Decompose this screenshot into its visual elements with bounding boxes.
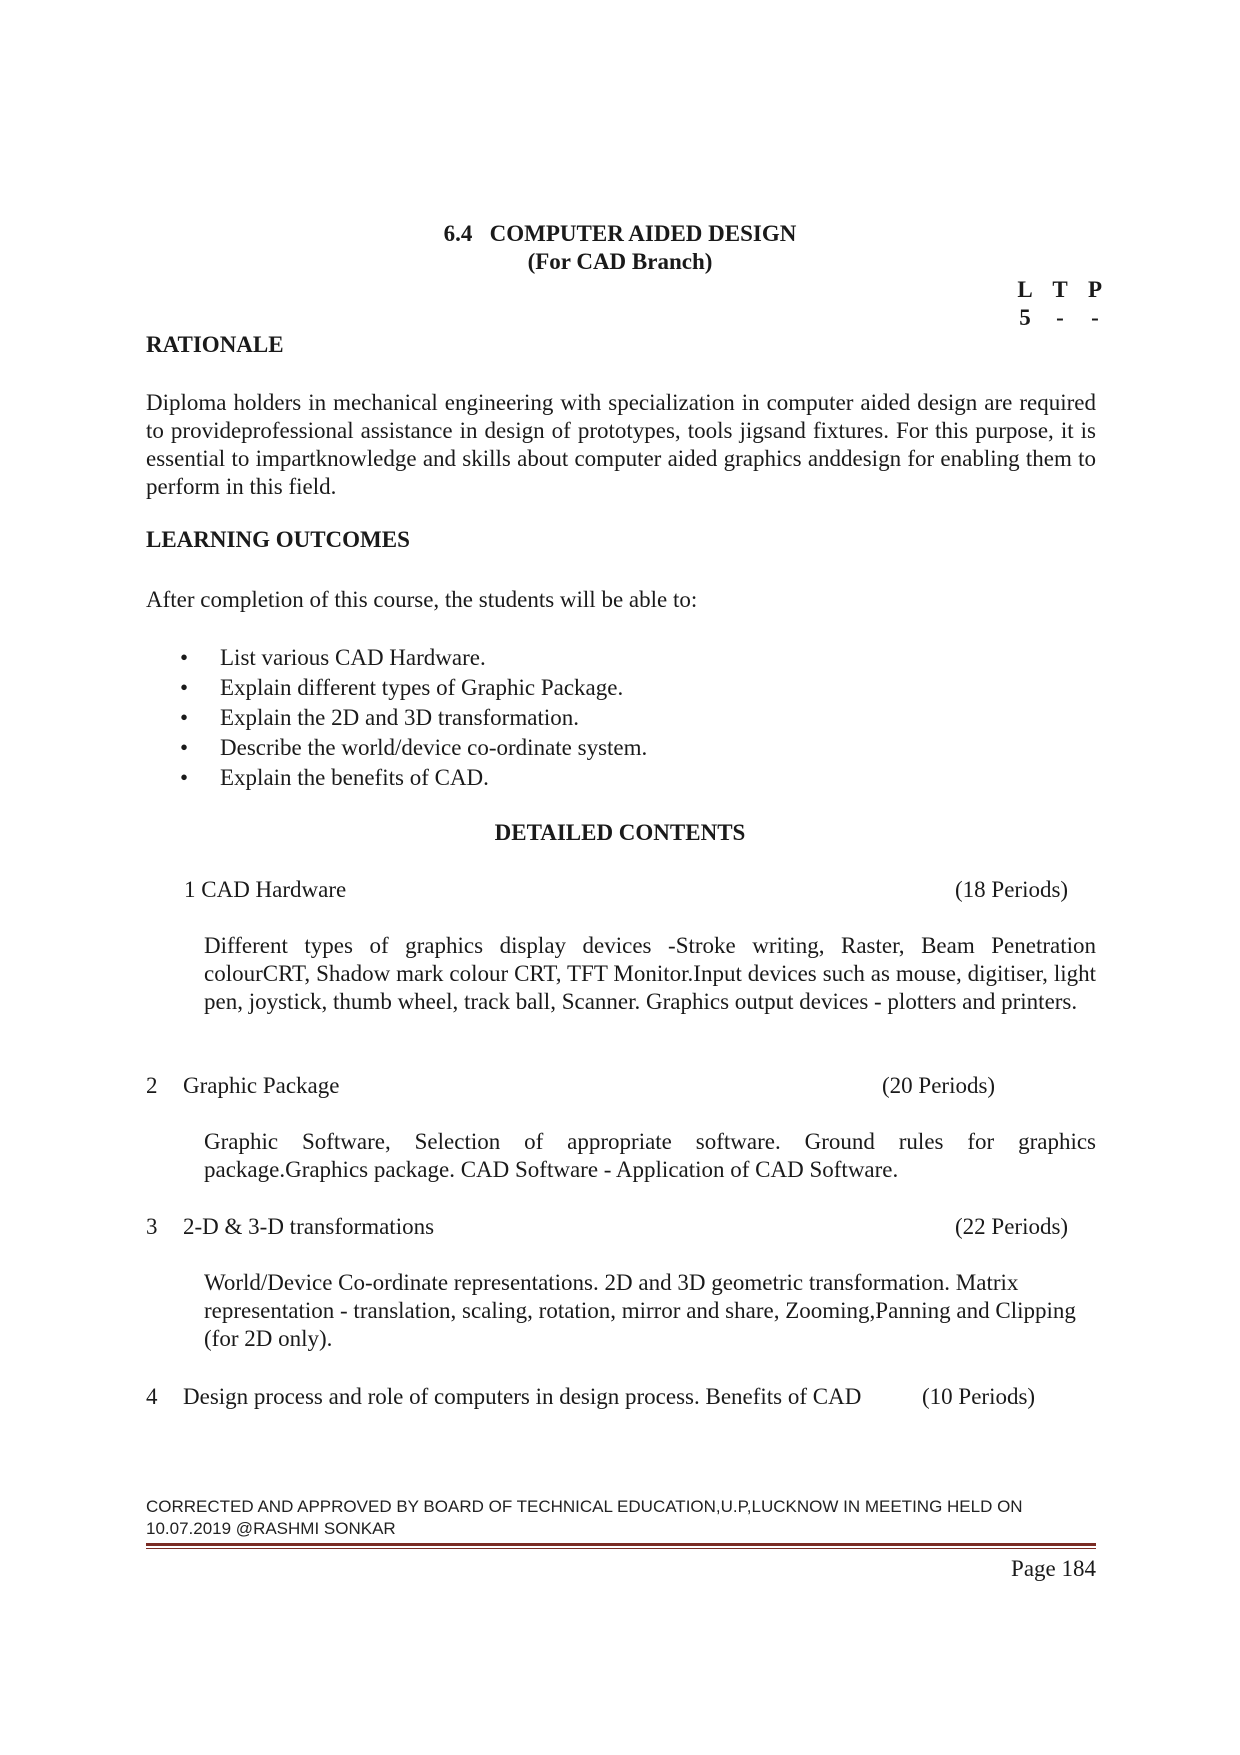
list-item-text: List various CAD Hardware. xyxy=(220,645,486,670)
ltp-value-l: 5 xyxy=(1019,305,1031,330)
bullet-icon: • xyxy=(180,765,189,790)
rationale-text: Diploma holders in mechanical engineering with specialization in computer aided design are required to provideprofessional assistance in design of prototypes, tools jigsand fixtures. For this purpose, it is essential to impartknowledge and skills about computer aided graphics anddesign for enabling them to perform in this field. xyxy=(146,390,1096,499)
course-title-block xyxy=(0,220,1240,276)
footer-approval-note xyxy=(146,1496,1106,1540)
list-item xyxy=(180,673,647,703)
footer-divider xyxy=(146,1543,1096,1546)
ltp-labels-row xyxy=(1010,276,1110,304)
unit-4-title: Design process and role of computers in design process. Benefits of CAD xyxy=(183,1384,862,1409)
list-item xyxy=(180,703,647,733)
unit-2-periods: (20 Periods) xyxy=(882,1073,996,1098)
unit-3-periods: (22 Periods) xyxy=(955,1214,1069,1239)
list-item xyxy=(180,763,647,793)
footer-divider-thin xyxy=(146,1548,1096,1549)
unit-1-periods: (18 Periods) xyxy=(955,877,1069,902)
course-subtitle: (For CAD Branch) xyxy=(527,249,713,274)
unit-4-number: 4 xyxy=(146,1384,158,1409)
unit-2-title: Graphic Package xyxy=(183,1073,340,1098)
unit-3-body: World/Device Co-ordinate representations. 2D and 3D geometric transformation. Matrix representation - translation, scaling, rotation, mirror and share, Zooming,Panning and Clipping (for 2D only). xyxy=(204,1270,1076,1351)
list-item xyxy=(180,733,647,763)
unit-number: 1 xyxy=(184,877,196,902)
bullet-icon: • xyxy=(180,645,189,670)
page-number: Page 184 xyxy=(1011,1556,1096,1581)
footer-note-line-2: 10.07.2019 @RASHMI SONKAR xyxy=(146,1519,396,1538)
ltp-values-row xyxy=(1010,304,1110,332)
unit-2-number: 2 xyxy=(146,1073,158,1098)
list-item-text: Explain different types of Graphic Package. xyxy=(220,675,624,700)
ltp-label-l: L xyxy=(1017,277,1033,302)
ltp-label-t: T xyxy=(1052,277,1068,302)
list-item-text: Explain the 2D and 3D transformation. xyxy=(220,705,579,730)
unit-4-periods: (10 Periods) xyxy=(922,1384,1036,1409)
list-item xyxy=(180,643,647,673)
unit-1-body: Different types of graphics display devices -Stroke writing, Raster, Beam Penetration colourCRT, Shadow mark colour CRT, TFT Monitor.Input devices such as mouse, digitiser, light pen, joystick, thumb wheel, track ball, Scanner. Graphics output devices - plotters and printers. xyxy=(204,933,1096,1014)
unit-3-title: 2-D & 3-D transformations xyxy=(183,1214,435,1239)
bullet-icon: • xyxy=(180,735,189,760)
unit-title: CAD Hardware xyxy=(201,877,347,902)
course-title: 6.4 COMPUTER AIDED DESIGN xyxy=(443,221,797,246)
ltp-table xyxy=(1010,276,1110,332)
footer-note-line-1: CORRECTED AND APPROVED BY BOARD OF TECHNICAL EDUCATION,U.P,LUCKNOW IN MEETING HELD ON xyxy=(146,1497,1023,1516)
bullet-icon: • xyxy=(180,675,189,700)
bullet-icon: • xyxy=(180,705,189,730)
unit-2-body: Graphic Software, Selection of appropriate software. Ground rules for graphics package.Graphics package. CAD Software - Application of CAD Software. xyxy=(204,1129,1096,1182)
ltp-value-t: - xyxy=(1056,305,1064,330)
ltp-label-p: P xyxy=(1087,277,1103,302)
unit-1-heading xyxy=(184,876,346,904)
unit-3-number: 3 xyxy=(146,1214,158,1239)
list-item-text: Explain the benefits of CAD. xyxy=(220,765,489,790)
ltp-value-p: - xyxy=(1091,305,1099,330)
learning-outcomes-intro: After completion of this course, the students will be able to: xyxy=(146,587,698,612)
list-item-text: Describe the world/device co-ordinate system. xyxy=(220,735,648,760)
detailed-contents-heading: DETAILED CONTENTS xyxy=(494,820,746,845)
rationale-heading: RATIONALE xyxy=(146,332,284,357)
learning-outcomes-heading: LEARNING OUTCOMES xyxy=(146,527,410,552)
learning-outcomes-list xyxy=(180,643,647,793)
